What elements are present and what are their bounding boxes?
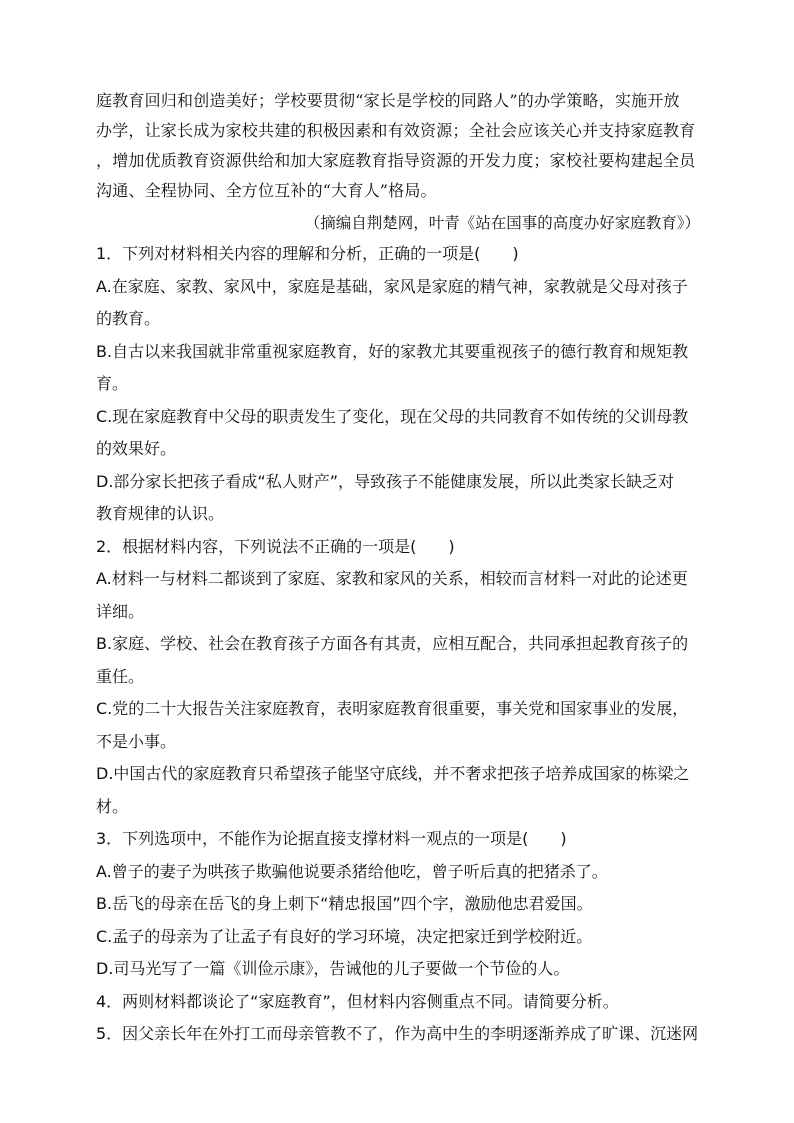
- question-5-stem: 5．因父亲长年在外打工而母亲管教不了，作为高中生的李明逐渐养成了旷课、沉迷网: [96, 1024, 699, 1043]
- question-2-option-a-cont: 详细。: [96, 601, 145, 621]
- question-3-option-b: B.岳飞的母亲在岳飞的身上刺下“精忠报国”四个字，激励他忠君爱国。: [96, 894, 593, 913]
- questions-section: [96, 238, 700, 1051]
- question-1-option-b-cont: 育。: [96, 374, 129, 393]
- page-content: [96, 86, 700, 1051]
- passage-source: （摘编自荆楚网，叶青《站在国事的高度办好家庭教育》）: [304, 214, 700, 232]
- question-1-option-c-cont: 的效果好。: [96, 439, 177, 458]
- question-2-option-c-cont: 不是小事。: [96, 731, 177, 751]
- question-1-option-a-cont: 的教育。: [96, 309, 161, 328]
- question-3-stem: 3．下列选项中，不能作为论据直接支撑材料一观点的一项是( ): [96, 829, 567, 848]
- question-2-option-d: D.中国古代的家庭教育只希望孩子能坚守底线，并不奢求把孩子培养成国家的栋梁之: [96, 764, 690, 783]
- passage-line: 沟通、全程协同、全方位互补的“大育人”格局。: [96, 181, 437, 200]
- passage-line: ，增加优质教育资源供给和加大家庭教育指导资源的开发力度；家校社要构建起全员: [96, 151, 696, 170]
- passage-line: 庭教育回归和创造美好；学校要贯彻“家长是学校的同路人”的办学策略，实施开放: [96, 91, 680, 110]
- question-1-option-b: B.自古以来我国就非常重视家庭教育，好的家教尤其要重视孩子的德行教育和规矩教: [96, 341, 689, 361]
- passage-line: 办学，让家长成为家校共建的积极因素和有效资源；全社会应该关心并支持家庭教育: [96, 121, 696, 140]
- question-4-stem: 4．两则材料都谈论了“家庭教育”，但材料内容侧重点不同。请简要分析。: [96, 991, 619, 1011]
- question-1-option-a: A.在家庭、家教、家风中，家庭是基础，家风是家庭的精气神，家教就是父母对孩子: [96, 276, 688, 296]
- question-3-option-a: A.曾子的妻子为哄孩子欺骗他说要杀猪给他吃，曾子听后真的把猪杀了。: [96, 861, 608, 881]
- question-2-option-d-cont: 材。: [96, 796, 129, 816]
- passage-excerpt: [96, 86, 700, 206]
- question-1-stem: 1．下列对材料相关内容的理解和分析，正确的一项是( ): [96, 244, 519, 263]
- question-1-option-d-cont: 教育规律的认识。: [96, 504, 225, 523]
- question-3-option-d: D.司马光写了一篇《训俭示康》，告诫他的儿子要做一个节俭的人。: [96, 959, 570, 978]
- question-1-option-c: C.现在家庭教育中父母的职责发生了变化，现在父母的共同教育不如传统的父训母教: [96, 406, 689, 426]
- question-2-option-b-cont: 重任。: [96, 666, 145, 686]
- question-2-stem: 2．根据材料内容，下列说法不正确的一项是( ): [96, 536, 455, 556]
- question-2-option-b: B.家庭、学校、社会在教育孩子方面各有其责，应相互配合，共同承担起教育孩子的: [96, 634, 689, 653]
- question-2-option-c: C.党的二十大报告关注家庭教育，表明家庭教育很重要，事关党和国家事业的发展，: [96, 699, 689, 718]
- question-3-option-c: C.孟子的母亲为了让孟子有良好的学习环境，决定把家迁到学校附近。: [96, 926, 593, 946]
- question-2-option-a: A.材料一与材料二都谈到了家庭、家教和家风的关系，相较而言材料一对此的论述更: [96, 569, 688, 588]
- question-1-option-d: D.部分家长把孩子看成“私人财产”，导致孩子不能健康发展，所以此类家长缺乏对: [96, 471, 674, 491]
